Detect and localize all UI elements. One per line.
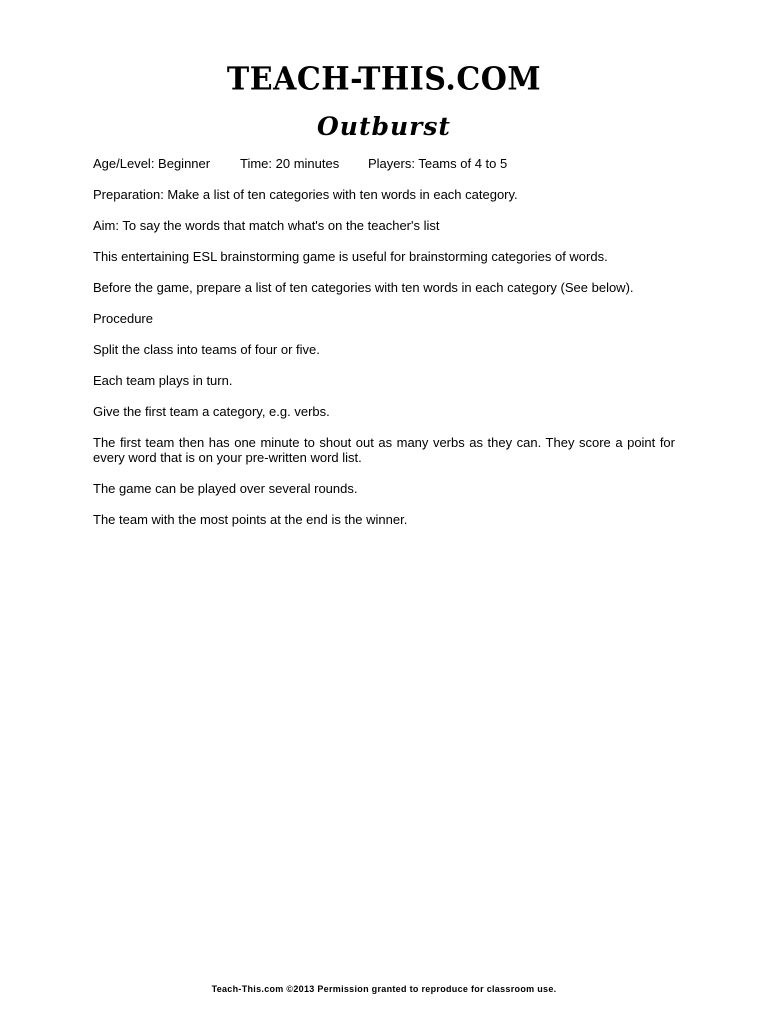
document-title: Outburst — [317, 112, 451, 141]
age-level: Age/Level: Beginner — [93, 156, 211, 171]
aim-paragraph: Aim: To say the words that match what's on the teacher's list — [93, 218, 440, 233]
procedure-step-6: The team with the most points at the end is the winner. — [93, 512, 408, 527]
procedure-step-2: Each team plays in turn. — [93, 373, 233, 388]
meta-row — [93, 156, 675, 171]
players-info: Players: Teams of 4 to 5 — [368, 156, 508, 171]
footer-copyright: Teach-This.com ©2013 Permission granted to reproduce for classroom use. — [211, 984, 557, 994]
document-content — [93, 156, 675, 543]
procedure-step-3: Give the first team a category, e.g. verbs. — [93, 404, 330, 419]
procedure-step-4: The first team then has one minute to shout out as many verbs as they can. They score a point for every word that is on your pre-written word list. — [93, 435, 675, 465]
procedure-step-1: Split the class into teams of four or five. — [93, 342, 320, 357]
before-paragraph: Before the game, prepare a list of ten categories with ten words in each category (See below). — [93, 280, 634, 295]
procedure-step-5: The game can be played over several rounds. — [93, 481, 358, 496]
intro-paragraph: This entertaining ESL brainstorming game is useful for brainstorming categories of words. — [93, 249, 608, 264]
time-info: Time: 20 minutes — [240, 156, 340, 171]
preparation-paragraph: Preparation: Make a list of ten categories with ten words in each category. — [93, 187, 518, 202]
procedure-heading: Procedure — [93, 311, 153, 326]
site-title: TEACH-THIS.COM — [226, 61, 542, 98]
